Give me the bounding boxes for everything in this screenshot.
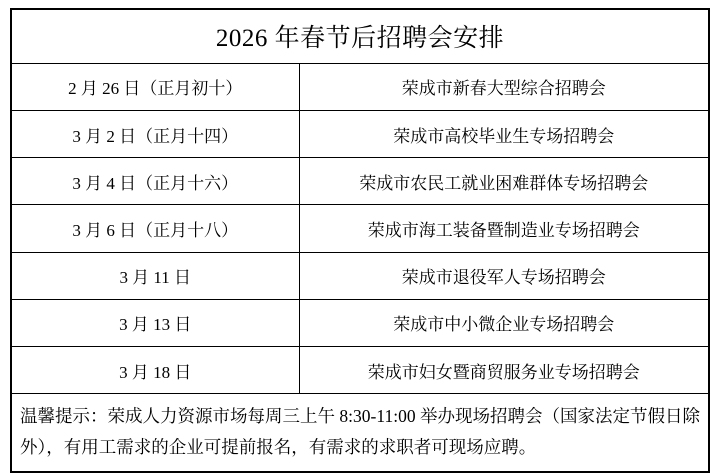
date-cell: 3 月 13 日 xyxy=(11,299,299,346)
schedule-table-body xyxy=(11,9,709,394)
event-cell: 荣成市退役军人专场招聘会 xyxy=(299,252,709,299)
date-cell: 3 月 4 日（正月十六） xyxy=(11,158,299,205)
schedule-table xyxy=(10,8,710,473)
date-cell: 3 月 11 日 xyxy=(11,252,299,299)
reminder-note: 温馨提示：荣成人力资源市场每周三上午 8:30-11:00 举办现场招聘会（国家法定节假日除外），有用工需求的企业可提前报名，有需求的求职者可现场应聘。 xyxy=(11,394,709,472)
title-row xyxy=(11,9,709,63)
note-row xyxy=(11,394,709,472)
job-fair-schedule-table xyxy=(10,8,708,473)
table-row xyxy=(11,158,709,205)
event-cell: 荣成市高校毕业生专场招聘会 xyxy=(299,110,709,157)
table-row xyxy=(11,110,709,157)
date-cell: 3 月 2 日（正月十四） xyxy=(11,110,299,157)
event-cell: 荣成市农民工就业困难群体专场招聘会 xyxy=(299,158,709,205)
table-row xyxy=(11,63,709,110)
date-cell: 3 月 18 日 xyxy=(11,346,299,393)
table-row xyxy=(11,205,709,252)
date-cell: 2 月 26 日（正月初十） xyxy=(11,63,299,110)
event-cell: 荣成市海工装备暨制造业专场招聘会 xyxy=(299,205,709,252)
table-row xyxy=(11,252,709,299)
event-cell: 荣成市妇女暨商贸服务业专场招聘会 xyxy=(299,346,709,393)
event-cell: 荣成市中小微企业专场招聘会 xyxy=(299,299,709,346)
event-cell: 荣成市新春大型综合招聘会 xyxy=(299,63,709,110)
note-section xyxy=(11,394,709,472)
date-cell: 3 月 6 日（正月十八） xyxy=(11,205,299,252)
table-row xyxy=(11,346,709,393)
table-row xyxy=(11,299,709,346)
page-title: 2026 年春节后招聘会安排 xyxy=(11,9,709,63)
